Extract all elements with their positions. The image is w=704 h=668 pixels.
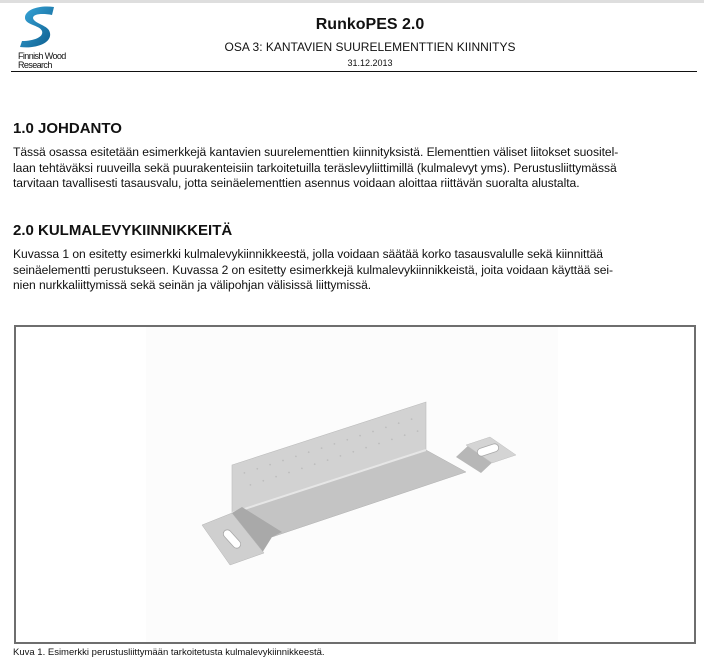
section-heading-kulmalevykiinnikkeita: 2.0 KULMALEVYKIINNIKKEITÄ: [13, 222, 233, 239]
paragraph-line: seinäelementti perustukseen. Kuvassa 2 on esitetty esimerkkejä kulmalevykiinnikkeistä, joita voidaan käyttää sei-: [13, 262, 614, 277]
perforation-hole: [244, 472, 246, 474]
perforation-hole: [269, 464, 271, 466]
perforation-hole: [404, 434, 406, 436]
perforation-hole: [282, 460, 284, 462]
figure-frame: [14, 325, 696, 644]
angle-bracket-image: [16, 327, 694, 642]
document-subtitle: OSA 3: KANTAVIEN SUURELEMENTTIEN KIINNITYS: [224, 40, 516, 54]
finnish-wood-research-logo-icon: [16, 5, 58, 49]
perforation-hole: [321, 447, 323, 449]
logo: [14, 5, 84, 70]
perforation-hole: [275, 476, 277, 478]
perforation-hole: [352, 451, 354, 453]
paragraph-line: nien nurkkaliittymissä sekä seinän ja välipohjan välisissä liittymissä.: [13, 278, 372, 292]
perforation-hole: [314, 463, 316, 465]
section-heading-johdanto: 1.0 JOHDANTO: [13, 120, 122, 137]
perforation-hole: [417, 430, 419, 432]
logo-text: [18, 52, 66, 70]
perforation-hole: [372, 431, 374, 433]
perforation-hole: [346, 439, 348, 441]
logo-line-1: Finnish Wood: [18, 51, 66, 61]
perforation-hole: [288, 472, 290, 474]
paragraph-line: Tässä osassa esitetään esimerkkejä kantavien suurelementtien kiinnityksistä. Elementtien väliset liitokset suositel-: [13, 145, 619, 159]
perforation-hole: [250, 484, 252, 486]
paragraph-line: laan tehtäväksi ruuveilla sekä puurakenteisiin tarkoitetuilla teräslevyliittimillä (kulmalevyt yms). Perustusliittymässä: [13, 160, 617, 175]
perforation-hole: [378, 443, 380, 445]
perforation-hole: [327, 459, 329, 461]
perforation-hole: [398, 422, 400, 424]
figure-caption: Kuva 1. Esimerkki perustusliittymään tarkoitetusta kulmalevykiinnikkeestä.: [13, 647, 325, 658]
perforation-hole: [411, 418, 413, 420]
paragraph-line: tarvitaan tavallisesti tasausvalu, jotta seinäelementtien asennus voidaan aloittaa riittävän suoralta alustalta.: [13, 176, 580, 190]
perforation-hole: [385, 427, 387, 429]
perforation-hole: [256, 468, 258, 470]
perforation-hole: [391, 439, 393, 441]
paragraph-line: Kuvassa 1 on esitetty esimerkki kulmalevykiinnikkeestä, jolla voidaan säätää korko tasausvalulle sekä kiinnittää: [13, 247, 603, 261]
top-strip: [0, 0, 704, 3]
section-paragraph-johdanto: [13, 145, 693, 192]
perforation-hole: [340, 455, 342, 457]
perforation-hole: [262, 480, 264, 482]
perforation-hole: [308, 451, 310, 453]
logo-line-2: Research: [18, 60, 52, 70]
perforation-hole: [295, 456, 297, 458]
perforation-hole: [301, 468, 303, 470]
perforation-hole: [359, 435, 361, 437]
perforation-hole: [365, 447, 367, 449]
header-divider: [11, 71, 697, 72]
perforation-hole: [334, 443, 336, 445]
document-date: 31.12.2013: [347, 58, 393, 68]
document-title: RunkoPES 2.0: [315, 16, 425, 33]
section-paragraph-kulmalevykiinnikkeita: [13, 247, 693, 294]
